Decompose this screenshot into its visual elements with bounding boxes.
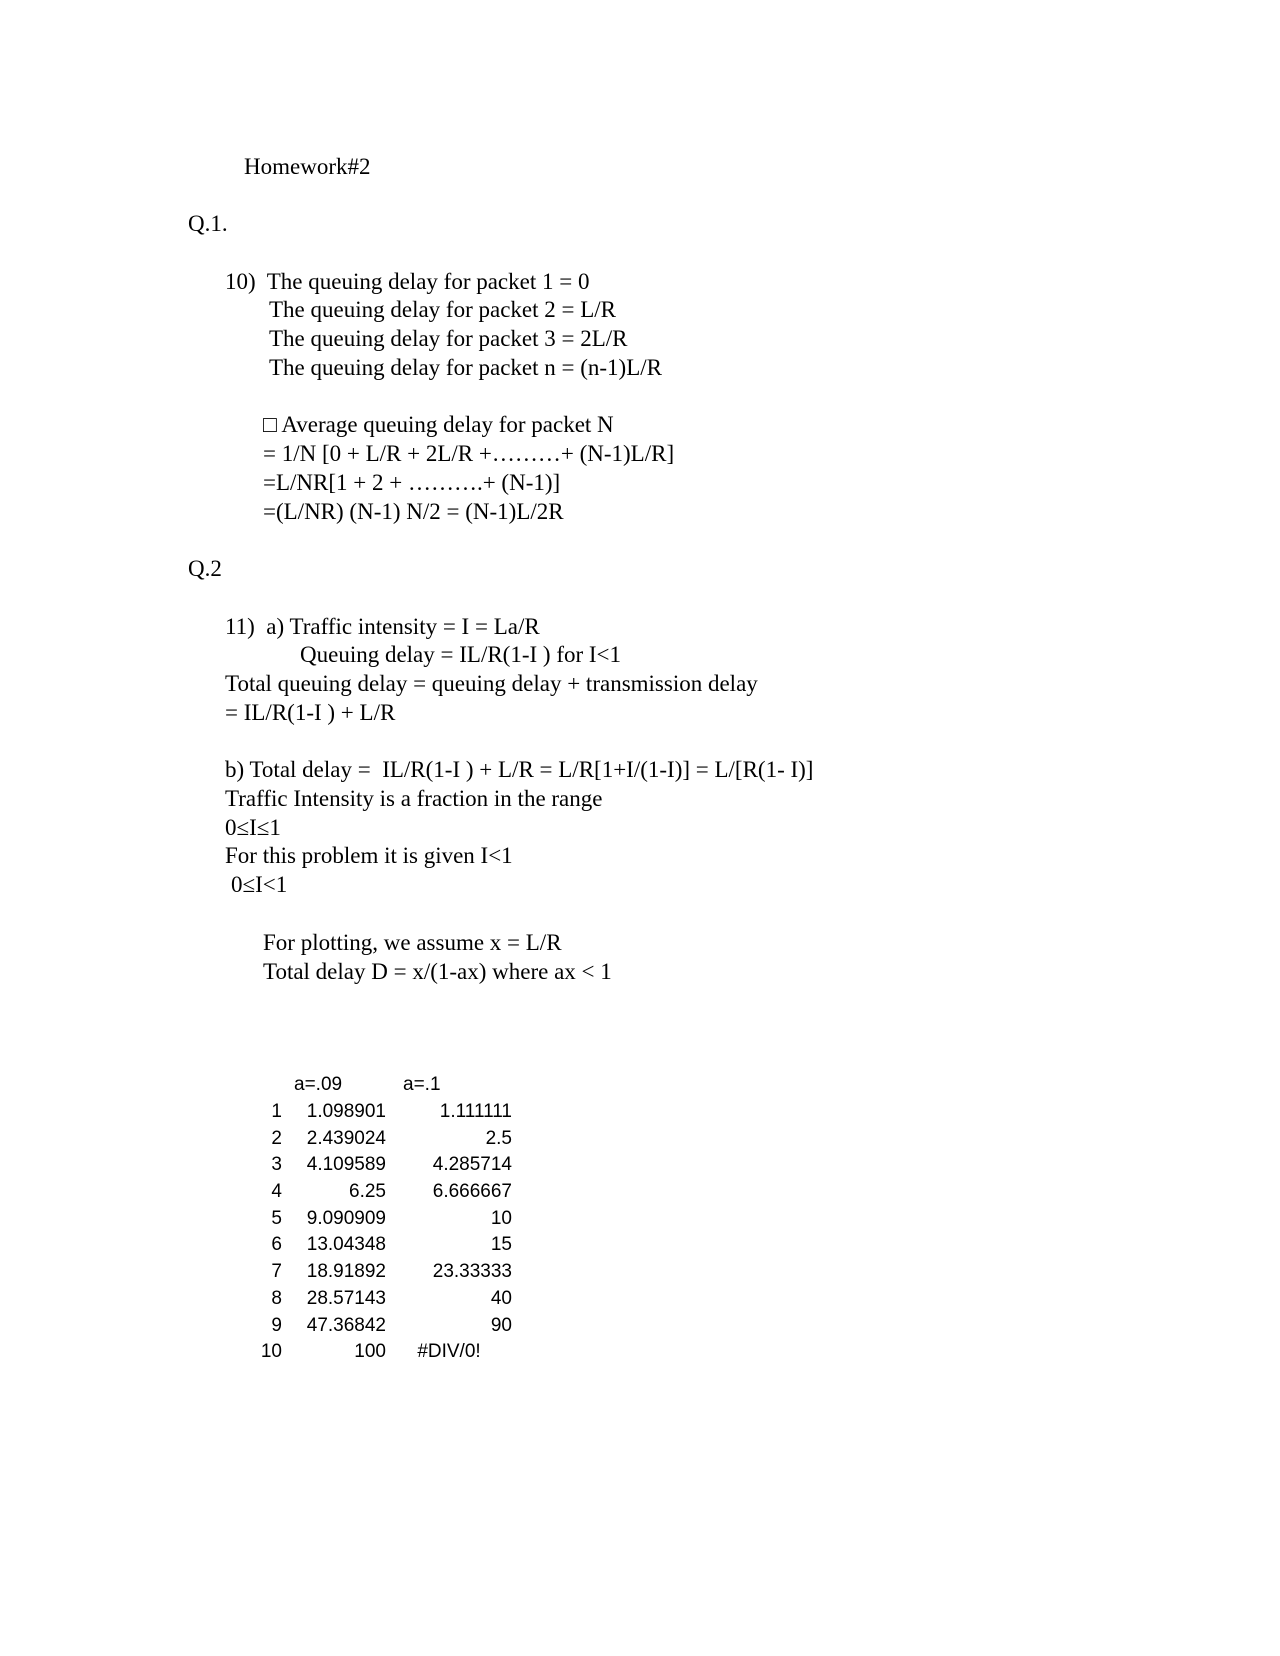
- table-row: [236, 1339, 512, 1366]
- table-row: [236, 1259, 512, 1286]
- table-row: [236, 1232, 512, 1259]
- table-cell: 6.25: [349, 1181, 386, 1203]
- page-title: Homework#2: [244, 154, 371, 179]
- q2b-line-5: 0≤I<1: [231, 872, 288, 897]
- table-cell: 2: [271, 1127, 282, 1149]
- table-cell: 4.109589: [306, 1154, 386, 1176]
- q2b-line-2: Traffic Intensity is a fraction in the range: [225, 786, 603, 811]
- table-row: [236, 1125, 512, 1152]
- delay-table: [236, 1072, 512, 1366]
- plot-line-1: For plotting, we assume x = L/R: [263, 930, 562, 955]
- table-header-row: [236, 1072, 512, 1099]
- q1-line-3: The queuing delay for packet 3 = 2L/R: [269, 326, 628, 351]
- table-cell: 40: [490, 1287, 512, 1309]
- question-2-heading: Q.2: [188, 556, 222, 581]
- table-cell: 6.666667: [432, 1181, 512, 1203]
- table-cell: 23.33333: [432, 1261, 512, 1283]
- plot-line-2: Total delay D = x/(1-ax) where ax < 1: [263, 959, 612, 984]
- q1-line-4: The queuing delay for packet n = (n-1)L/R: [269, 355, 662, 380]
- table-cell: 6: [271, 1234, 282, 1256]
- error-cell: #DIV/0!: [417, 1341, 481, 1363]
- q1-line-2: The queuing delay for packet 2 = L/R: [269, 297, 616, 322]
- q1-average-line-3: =L/NR[1 + 2 + ……….+ (N-1)]: [263, 470, 561, 495]
- table-cell: 4: [271, 1181, 282, 1203]
- table-cell: 8: [271, 1287, 282, 1309]
- table-cell: 100: [354, 1341, 386, 1363]
- q1-line-1: 10) The queuing delay for packet 1 = 0: [225, 269, 590, 294]
- q2a-line-4: = IL/R(1-I ) + L/R: [225, 700, 396, 725]
- table-row: [236, 1286, 512, 1313]
- table-header-cell: a=.1: [403, 1074, 441, 1096]
- table-cell: 2.5: [485, 1127, 512, 1149]
- table-row: [236, 1152, 512, 1179]
- q1-average-line-4: =(L/NR) (N-1) N/2 = (N-1)L/2R: [263, 499, 564, 524]
- table-cell: 28.57143: [306, 1287, 386, 1309]
- table-cell: 3: [271, 1154, 282, 1176]
- table-header-cell: a=.09: [294, 1074, 343, 1096]
- table-cell: 10: [490, 1207, 512, 1229]
- table-cell: 1.098901: [306, 1101, 386, 1123]
- q1-average-line-2: = 1/N [0 + L/R + 2L/R +………+ (N-1)L/R]: [263, 441, 675, 466]
- table-cell: 2.439024: [306, 1127, 386, 1149]
- table-cell: 4.285714: [432, 1154, 512, 1176]
- table-cell: 13.04348: [306, 1234, 386, 1256]
- table-row: [236, 1179, 512, 1206]
- table-row: [236, 1205, 512, 1232]
- table-cell: 7: [271, 1261, 282, 1283]
- q2b-line-1: b) Total delay = IL/R(1-I ) + L/R = L/R[1+I/(1-I)] = L/[R(1- I)]: [225, 757, 814, 782]
- table-cell: 18.91892: [306, 1261, 386, 1283]
- table-cell: 1: [271, 1101, 282, 1123]
- q2a-line-2: Queuing delay = IL/R(1-I ) for I<1: [300, 642, 622, 667]
- table-cell: 10: [260, 1341, 282, 1363]
- table-row: [236, 1099, 512, 1126]
- q2b-line-3: 0≤I≤1: [225, 815, 281, 840]
- q2b-line-4: For this problem it is given I<1: [225, 843, 513, 868]
- table-row: [236, 1312, 512, 1339]
- table-cell: 47.36842: [306, 1314, 386, 1336]
- table-cell: 9.090909: [306, 1207, 386, 1229]
- table-cell: 90: [490, 1314, 512, 1336]
- table-cell: 1.111111: [439, 1101, 512, 1123]
- table-cell: 15: [490, 1234, 512, 1256]
- table-cell: 5: [271, 1207, 282, 1229]
- table-header-cell: [236, 1072, 288, 1099]
- q2a-line-1: 11) a) Traffic intensity = I = La/R: [225, 614, 540, 639]
- q1-average-line-1: □ Average queuing delay for packet N: [263, 412, 614, 437]
- question-1-heading: Q.1.: [188, 211, 228, 236]
- q2a-line-3: Total queuing delay = queuing delay + transmission delay: [225, 671, 758, 696]
- table-cell: 9: [271, 1314, 282, 1336]
